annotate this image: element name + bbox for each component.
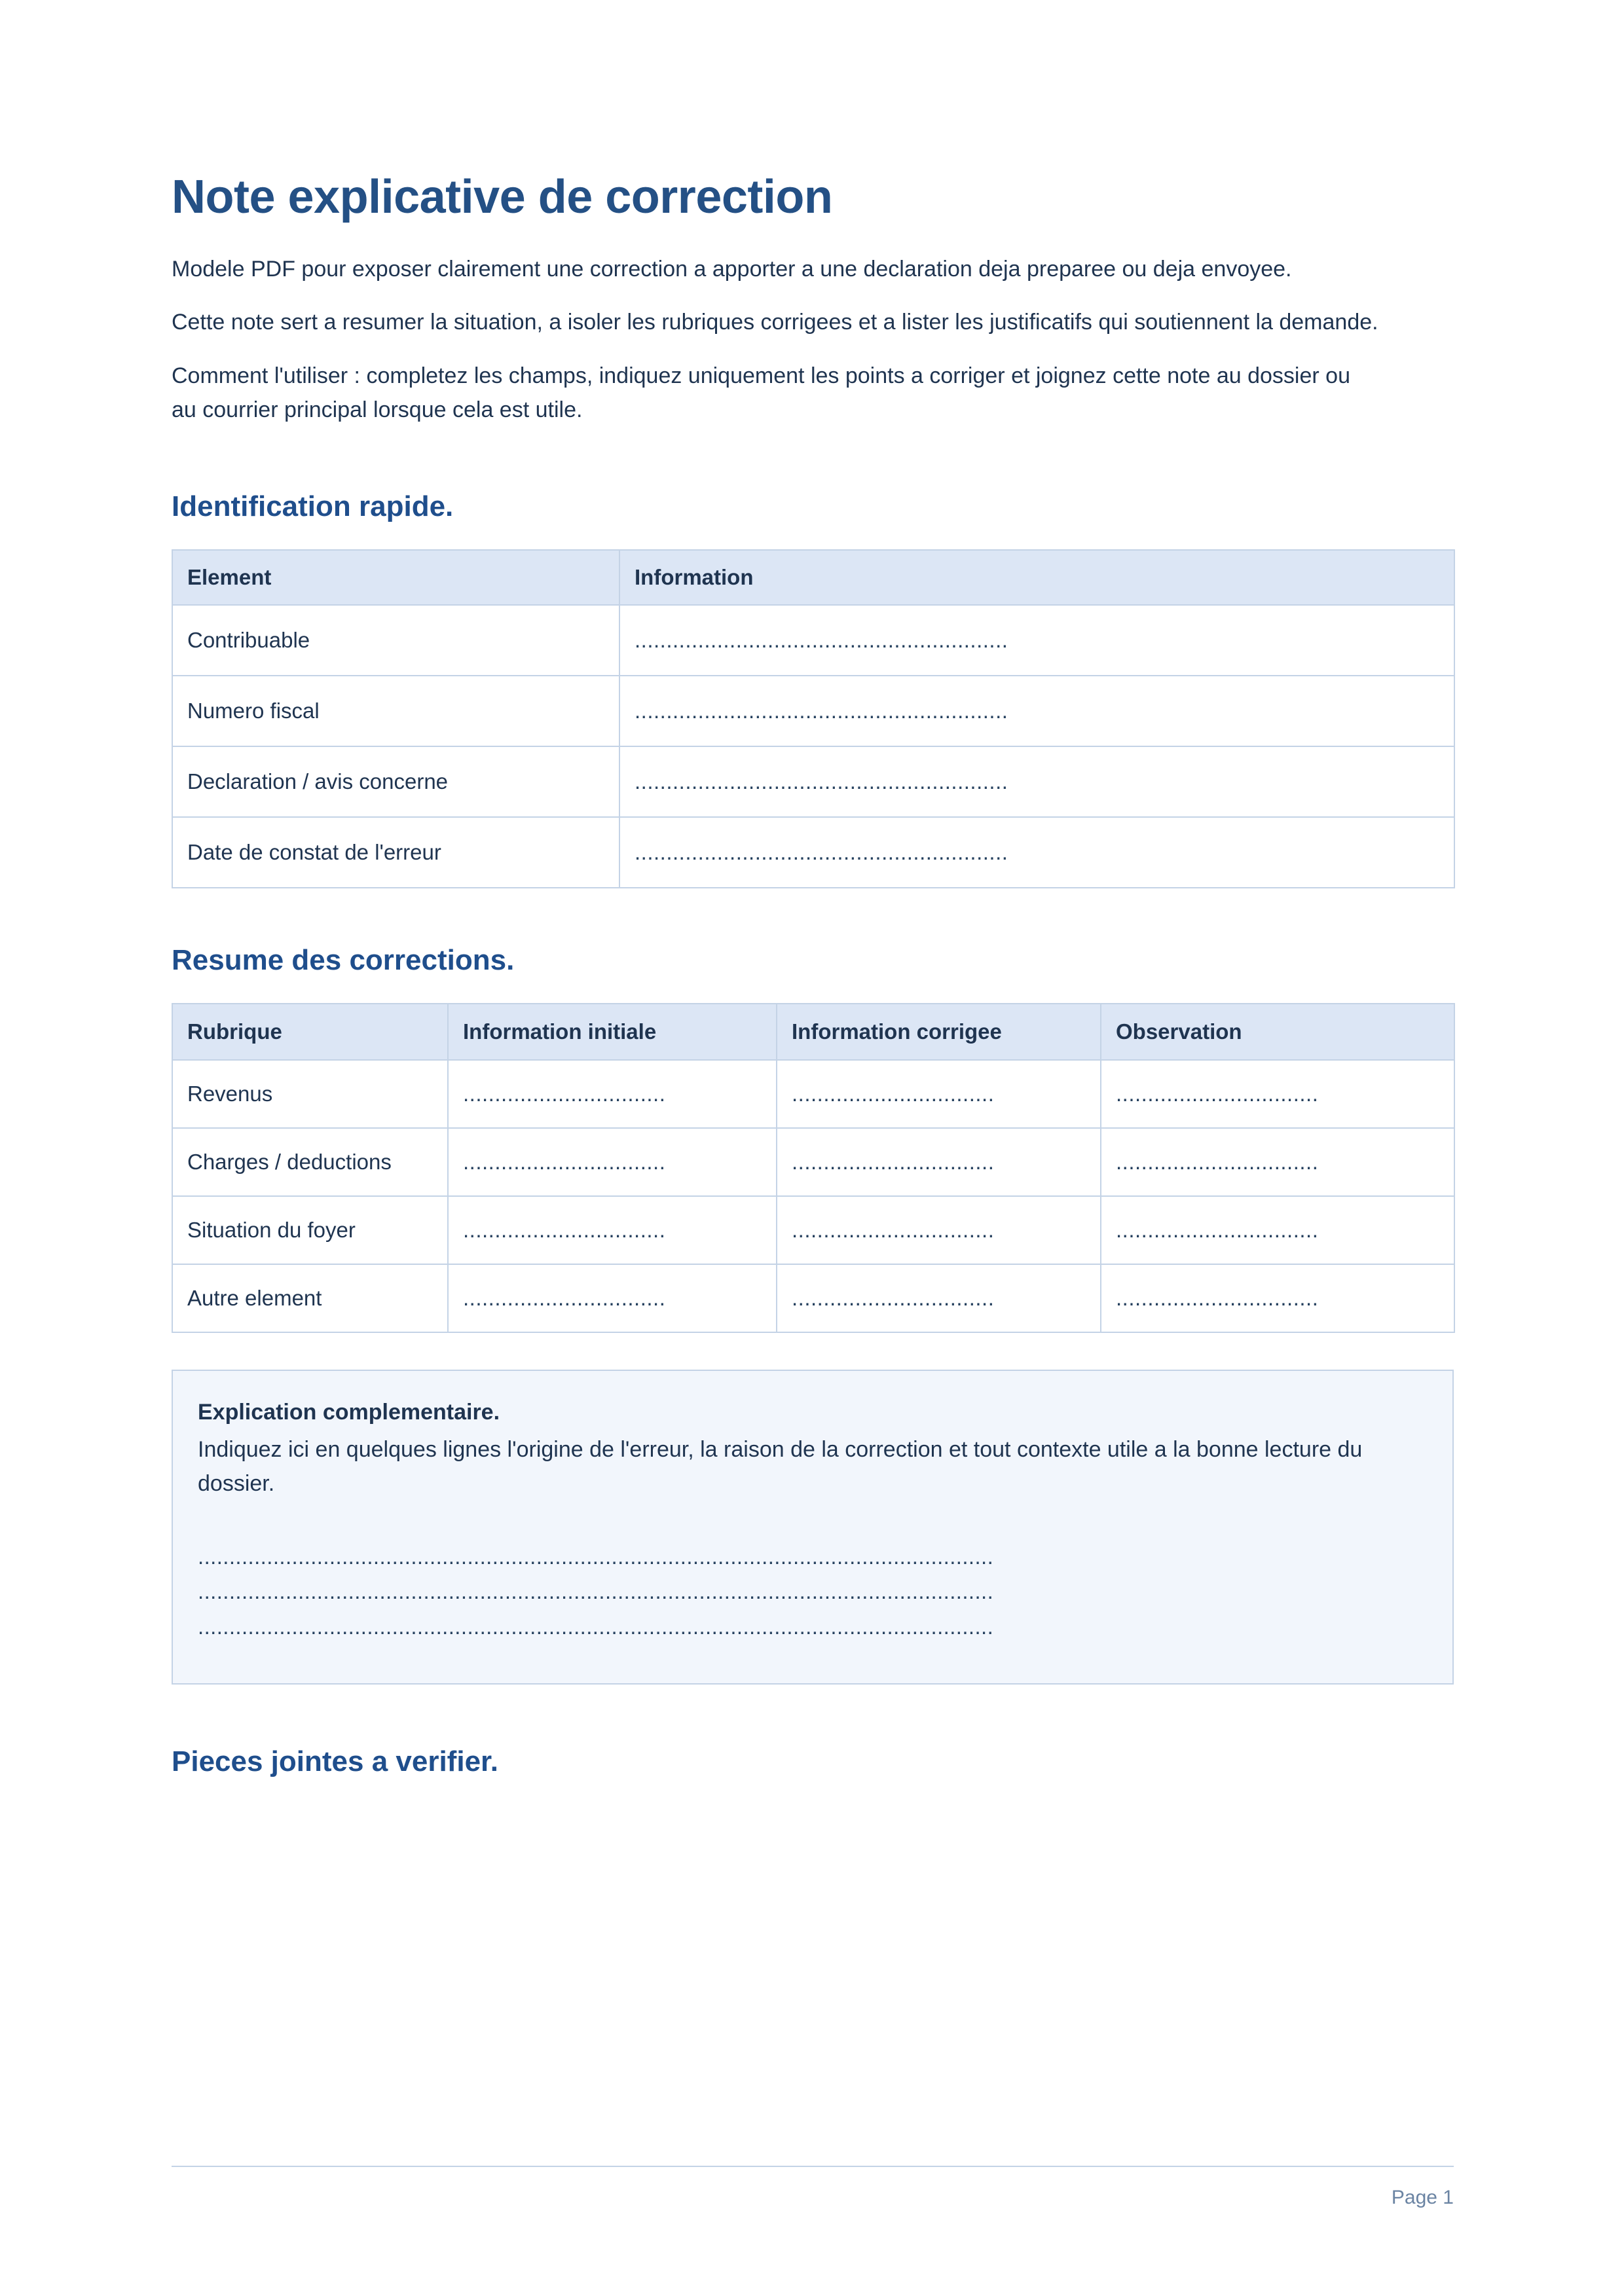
explanation-write-area[interactable] xyxy=(198,1539,1428,1644)
dotted-fill-line: ........................................................... xyxy=(635,628,1008,653)
row-label-declaration-avis: Declaration / avis concerne xyxy=(172,746,619,817)
row-label-contribuable: Contribuable xyxy=(172,605,619,676)
table-row xyxy=(172,676,1454,746)
explanation-dotted-line: ............................................................................................................................... xyxy=(198,1614,994,1639)
table-row xyxy=(172,605,1454,676)
row-value-declaration-avis[interactable] xyxy=(619,746,1454,817)
explanation-dotted-line: ............................................................................................................................... xyxy=(198,1579,994,1604)
dotted-fill-line: ................................ xyxy=(792,1285,995,1310)
autre-observation[interactable] xyxy=(1101,1264,1454,1332)
table-row xyxy=(172,817,1454,888)
dotted-fill-line: ........................................................... xyxy=(635,769,1008,794)
dotted-fill-line: ................................ xyxy=(1116,1149,1319,1174)
row-label-text: Charges / deductions xyxy=(187,1149,392,1174)
dotted-fill-line: ................................ xyxy=(463,1081,666,1106)
column-header-rubrique: Rubrique xyxy=(172,1004,448,1060)
row-label-numero-fiscal: Numero fiscal xyxy=(172,676,619,746)
dotted-fill-line: ................................ xyxy=(1116,1081,1319,1106)
column-header-information-initiale: Information initiale xyxy=(448,1004,777,1060)
dotted-fill-line: ........................................................... xyxy=(635,840,1008,865)
footer-divider xyxy=(172,2166,1454,2167)
explanation-description: Indiquez ici en quelques lignes l'origine de l'erreur, la raison de la correction et tout contexte utile a la bonne lecture du dossier. xyxy=(198,1437,1363,1497)
page-content xyxy=(172,0,1454,1779)
table-row xyxy=(172,1128,1454,1196)
column-header-information-corrigee: Information corrigee xyxy=(777,1004,1101,1060)
section-heading-identification: Identification rapide. xyxy=(172,490,454,523)
dotted-fill-line: ................................ xyxy=(463,1285,666,1310)
dotted-fill-line: ................................ xyxy=(1116,1285,1319,1310)
page-number: Page 1 xyxy=(1391,2187,1454,2208)
column-header-observation: Observation xyxy=(1101,1004,1454,1060)
situation-information-corrigee[interactable] xyxy=(777,1196,1101,1264)
situation-observation[interactable] xyxy=(1101,1196,1454,1264)
autre-information-initiale[interactable] xyxy=(448,1264,777,1332)
row-label-revenus: Revenus xyxy=(172,1060,448,1128)
column-header-element: Element xyxy=(172,550,619,605)
dotted-fill-line: ................................ xyxy=(463,1149,666,1174)
intro-paragraph-3: Comment l'utiliser : completez les champs, indiquez uniquement les points a corriger et joignez cette note au dossier ou au courrier principal lorsque cela est utile. xyxy=(172,363,1350,422)
row-label-autre-element: Autre element xyxy=(172,1264,448,1332)
explanation-title: Explication complementaire. xyxy=(198,1399,500,1425)
dotted-fill-line: ................................ xyxy=(792,1081,995,1106)
intro-paragraph-1: Modele PDF pour exposer clairement une correction a apporter a une declaration deja preparee ou deja envoyee. xyxy=(172,256,1292,282)
row-value-contribuable[interactable] xyxy=(619,605,1454,676)
autre-information-corrigee[interactable] xyxy=(777,1264,1101,1332)
page-title: Note explicative de correction xyxy=(172,171,833,223)
row-label-date-constat: Date de constat de l'erreur xyxy=(172,817,619,888)
identification-table xyxy=(172,549,1455,888)
intro-paragraph-2: Cette note sert a resumer la situation, a isoler les rubriques corrigees et a lister les justificatifs qui soutiennent la demande. xyxy=(172,310,1378,335)
section-heading-resume: Resume des corrections. xyxy=(172,944,515,977)
table-header-row xyxy=(172,550,1454,605)
row-value-date-constat[interactable] xyxy=(619,817,1454,888)
table-row xyxy=(172,746,1454,817)
charges-observation[interactable] xyxy=(1101,1128,1454,1196)
dotted-fill-line: ................................ xyxy=(1116,1217,1319,1242)
dotted-fill-line: ................................ xyxy=(792,1217,995,1242)
row-value-numero-fiscal[interactable] xyxy=(619,676,1454,746)
table-row xyxy=(172,1196,1454,1264)
resume-corrections-table xyxy=(172,1003,1455,1333)
table-header-row xyxy=(172,1004,1454,1060)
dotted-fill-line: ........................................................... xyxy=(635,699,1008,723)
row-label-charges-deductions xyxy=(172,1128,448,1196)
section-heading-pieces-jointes: Pieces jointes a verifier. xyxy=(172,1745,498,1778)
table-row xyxy=(172,1264,1454,1332)
dotted-fill-line: ................................ xyxy=(792,1149,995,1174)
intro-section xyxy=(172,253,1454,428)
charges-information-corrigee[interactable] xyxy=(777,1128,1101,1196)
column-header-information: Information xyxy=(619,550,1454,605)
page-footer xyxy=(172,2166,1454,2209)
explanation-dotted-line: ............................................................................................................................... xyxy=(198,1544,994,1569)
revenus-information-initiale[interactable] xyxy=(448,1060,777,1128)
explanation-box xyxy=(172,1370,1454,1685)
charges-information-initiale[interactable] xyxy=(448,1128,777,1196)
revenus-observation[interactable] xyxy=(1101,1060,1454,1128)
dotted-fill-line: ................................ xyxy=(463,1217,666,1242)
revenus-information-corrigee[interactable] xyxy=(777,1060,1101,1128)
table-row xyxy=(172,1060,1454,1128)
row-label-situation-du-foyer: Situation du foyer xyxy=(172,1196,448,1264)
situation-information-initiale[interactable] xyxy=(448,1196,777,1264)
